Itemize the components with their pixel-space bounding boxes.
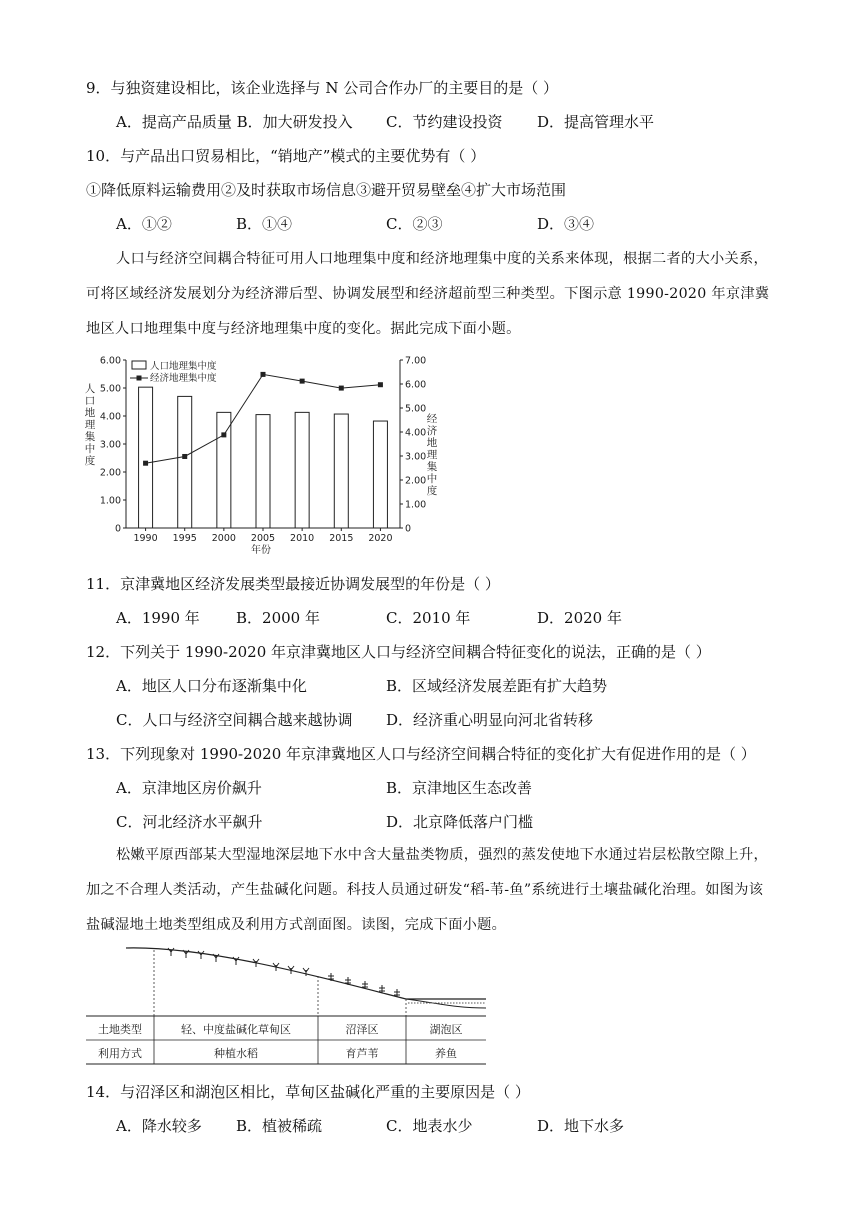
q12-stem: 12．下列关于 1990-2020 年京津冀地区人口与经济空间耦合特征变化的说法，正确的是（ ） <box>86 643 711 661</box>
economy-point <box>182 454 187 459</box>
reed-icons <box>328 973 400 997</box>
economy-point <box>339 386 344 391</box>
q10-option-c: C．②③ <box>386 215 443 233</box>
q11-stem: 11．京津冀地区经济发展类型最接近协调发展型的年份是（ ） <box>86 575 500 593</box>
right-axis-tick-label: 2.00 <box>405 475 427 487</box>
q9-option-c: C．节约建设投资 <box>386 113 503 131</box>
left-axis-tick-label: 5.00 <box>99 383 121 395</box>
passage-saline-wetland: 松嫩平原西部某大型湿地深层地下水中含大量盐类物质，强烈的蒸发使地下水通过岩层松散空隙上升，加之不合理人类活动，产生盐碱化问题。科技人员通过研发“稻-苇-鱼”系统进行土壤盐碱化治理。如图为该盐碱湿地土地类型组成及利用方式剖面图。读图，完成下面小题。 <box>86 847 768 933</box>
population-bar <box>217 412 231 528</box>
land-type-meadow: 轻、中度盐碱化草甸区 <box>181 1023 291 1036</box>
economy-point <box>300 379 305 384</box>
legend-line-label: 经济地理集中度 <box>150 373 217 384</box>
population-bar <box>295 412 309 528</box>
economy-point <box>221 432 226 437</box>
q14-option-a: A．降水较多 <box>116 1117 202 1135</box>
land-type-marsh: 沼泽区 <box>345 1023 379 1036</box>
legend-bar-swatch <box>132 361 146 369</box>
q13-option-b: B．京津地区生态改善 <box>386 779 533 797</box>
right-axis-tick-label: 0 <box>405 523 412 535</box>
population-bar <box>139 387 153 528</box>
x-axis-tick-label: 2020 <box>368 533 393 544</box>
q10-option-b: B．①④ <box>236 215 293 233</box>
row-label-land-type: 土地类型 <box>98 1023 142 1036</box>
land-type-lake: 湖泡区 <box>429 1023 463 1036</box>
population-bar <box>334 414 348 528</box>
right-axis-tick-label: 3.00 <box>405 451 427 463</box>
right-axis-tick-label: 7.00 <box>405 355 427 367</box>
q9-stem: 9．与独资建设相比，该企业选择与 N 公司合作办厂的主要目的是（ ） <box>86 79 558 97</box>
x-axis-tick-label: 2005 <box>250 533 276 544</box>
right-axis-tick-label: 1.00 <box>405 499 427 511</box>
usage-rice: 种植水稻 <box>214 1047 258 1060</box>
q10-option-d: D．③④ <box>537 215 595 233</box>
q10-option-a: A．①② <box>116 215 172 233</box>
economy-point <box>261 372 266 377</box>
wetland-profile-diagram <box>86 936 496 1071</box>
x-axis-tick-label: 1995 <box>172 533 197 544</box>
right-axis-title: 经济地理集中度 <box>426 413 438 497</box>
x-axis-tick-label: 2000 <box>211 533 236 544</box>
legend-bar-label: 人口地理集中度 <box>150 361 217 372</box>
usage-reed: 育芦苇 <box>345 1047 379 1060</box>
q11-option-a: A．1990 年 <box>116 609 200 627</box>
economy-point <box>143 461 148 466</box>
population-bar <box>178 396 192 528</box>
right-axis-tick-label: 5.00 <box>405 403 427 415</box>
q14-option-b: B．植被稀疏 <box>236 1117 323 1135</box>
q13-option-c: C．河北经济水平飙升 <box>116 813 263 831</box>
x-axis-tick-label: 1990 <box>133 533 158 544</box>
q9-option-a: A．提高产品质量 B．加大研发投入 <box>116 113 353 131</box>
passage-population-economy: 人口与经济空间耦合特征可用人口地理集中度和经济地理集中度的关系来体现，根据二者的大小关系，可将区域经济发展划分为经济滞后型、协调发展型和经济超前型三种类型。下图示意 1990-2020 年京津冀地区人口地理集中度与经济地理集中度的变化。据此完成下面小题。 <box>86 251 770 337</box>
q10-stem: 10．与产品出口贸易相比，“销地产”模式的主要优势有（ ） <box>86 147 486 165</box>
right-axis-tick-label: 6.00 <box>405 379 427 391</box>
left-axis-title: 人口地理集中度 <box>84 383 96 467</box>
q13-option-d: D．北京降低落户门槛 <box>386 813 534 831</box>
x-axis-tick-label: 2015 <box>329 533 354 544</box>
population-economy-chart <box>80 348 438 556</box>
q11-option-d: D．2020 年 <box>537 609 622 627</box>
q14-stem: 14．与沼泽区和湖泡区相比，草甸区盐碱化严重的主要原因是（ ） <box>86 1083 530 1101</box>
q12-option-d: D．经济重心明显向河北省转移 <box>386 711 594 729</box>
left-axis-tick-label: 6.00 <box>99 355 121 367</box>
q10-items: ①降低原料运输费用②及时获取市场信息③避开贸易壁垒④扩大市场范围 <box>86 181 567 199</box>
population-bar <box>256 415 270 528</box>
row-label-usage: 利用方式 <box>98 1047 142 1060</box>
left-axis-tick-label: 4.00 <box>99 411 121 423</box>
left-axis-tick-label: 0 <box>114 523 121 535</box>
q12-option-b: B．区域经济发展差距有扩大趋势 <box>386 677 608 695</box>
left-axis-tick-label: 1.00 <box>99 495 121 507</box>
x-axis-title: 年份 <box>251 545 271 556</box>
q12-option-a: A．地区人口分布逐渐集中化 <box>116 677 307 695</box>
q12-option-c: C．人口与经济空间耦合越来越协调 <box>116 711 353 729</box>
right-axis-tick-label: 4.00 <box>405 427 427 439</box>
left-axis-tick-label: 2.00 <box>99 467 121 479</box>
q11-option-b: B．2000 年 <box>236 609 320 627</box>
q13-option-a: A．京津地区房价飙升 <box>116 779 262 797</box>
economy-point <box>378 382 383 387</box>
q14-option-d: D．地下水多 <box>537 1117 625 1135</box>
usage-fish: 养鱼 <box>435 1047 457 1060</box>
q13-stem: 13．下列现象对 1990-2020 年京津冀地区人口与经济空间耦合特征的变化扩大有促进作用的是（ ） <box>86 745 756 763</box>
q14-option-c: C．地表水少 <box>386 1117 473 1135</box>
x-axis-tick-label: 2010 <box>290 533 315 544</box>
left-axis-tick-label: 3.00 <box>99 439 121 451</box>
population-bar <box>373 421 387 528</box>
q11-option-c: C．2010 年 <box>386 609 471 627</box>
legend-line-marker <box>137 376 142 381</box>
q9-option-d: D．提高管理水平 <box>537 113 655 131</box>
